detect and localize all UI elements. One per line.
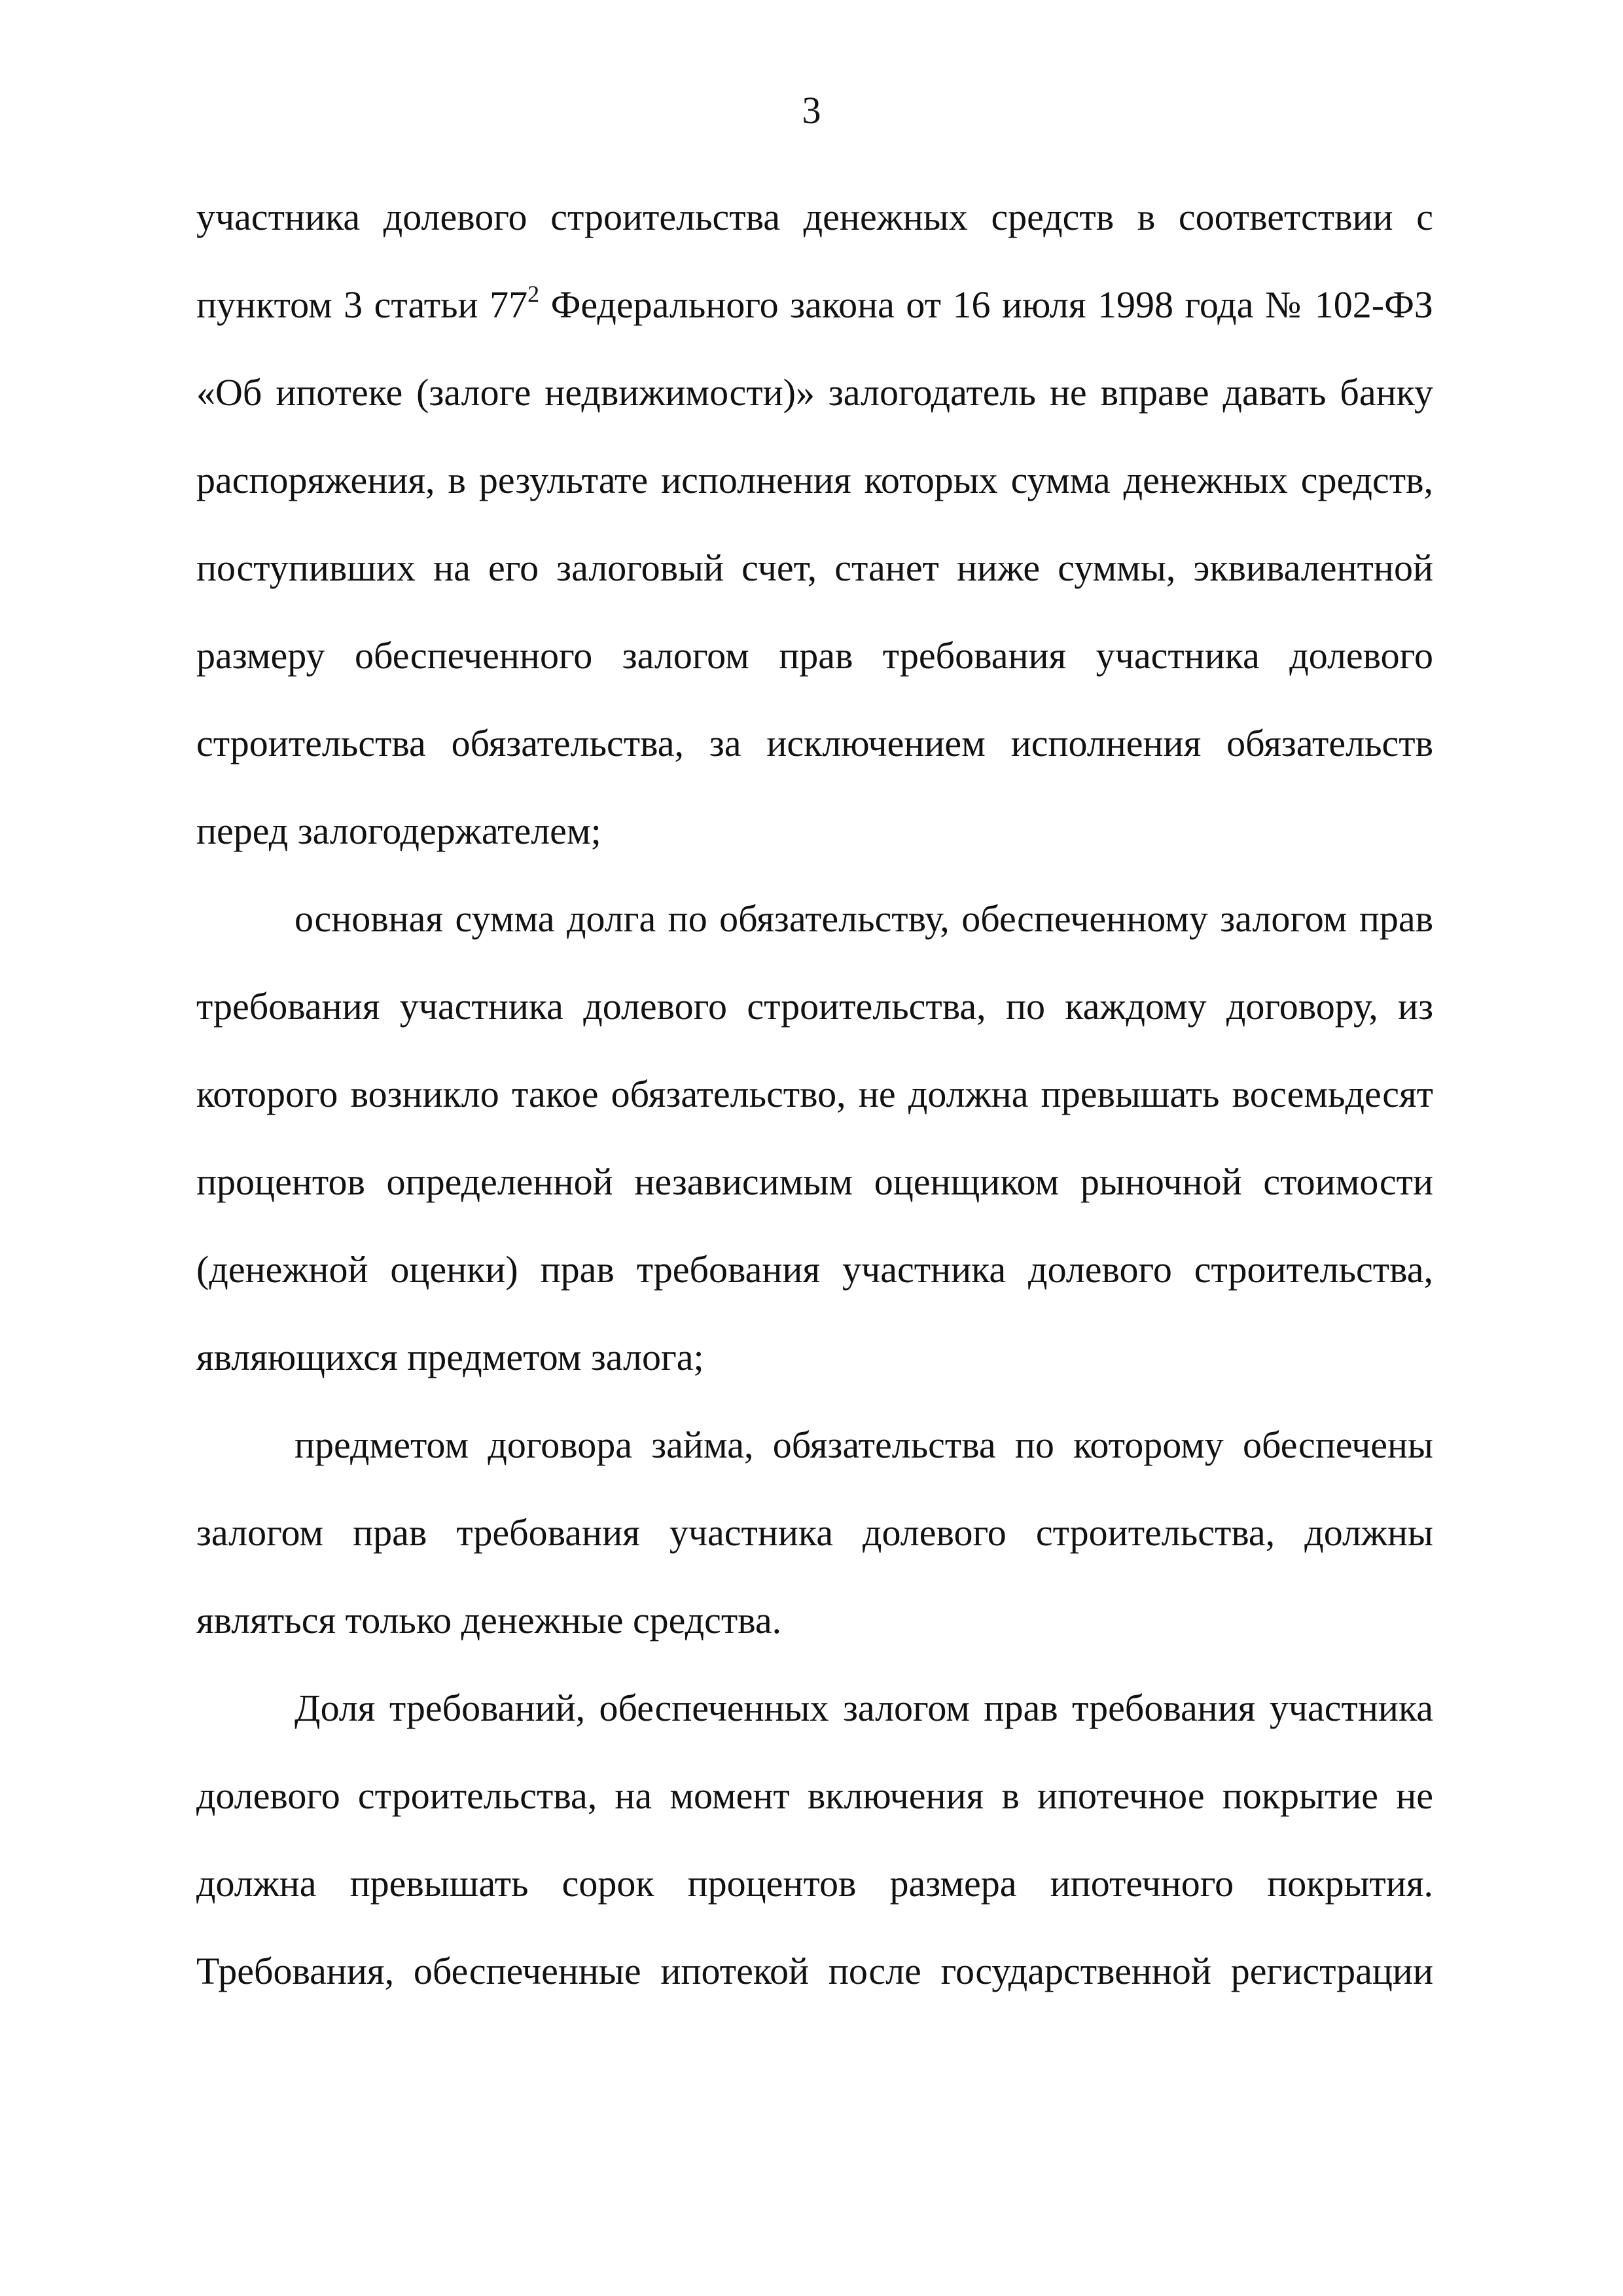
document-body (196, 173, 1433, 2015)
text-line: Доля требований, обеспеченных залогом прав требования участника (294, 1687, 1433, 1729)
paragraph (196, 173, 1433, 875)
text-line: являющихся предметом залога; (196, 1336, 704, 1378)
text-line: распоряжения, в результате исполнения которых сумма денежных средств, (196, 459, 1433, 501)
text-line: участника долевого строительства денежных средств в соответствии с (196, 196, 1433, 238)
text-line: строительства обязательства, за исключением исполнения обязательств (196, 722, 1433, 764)
text-line: требования участника долевого строительства, по каждому договору, из (196, 985, 1433, 1028)
text-line: процентов определенной независимым оценщиком рыночной стоимости (196, 1160, 1433, 1203)
text-line: залогом прав требования участника долевого строительства, должны (196, 1511, 1433, 1554)
text-line: (денежной оценки) прав требования участника долевого строительства, (196, 1248, 1433, 1291)
paragraph (196, 875, 1433, 1401)
text-line (196, 261, 1433, 349)
text-line: поступивших на его залоговый счет, станет ниже суммы, эквивалентной (196, 547, 1433, 589)
page-number: 3 (802, 89, 821, 132)
text-line: Требования, обеспеченные ипотекой после государственной регистрации (196, 1950, 1433, 1992)
paragraph (196, 1401, 1433, 1664)
text-line: перед залогодержателем; (196, 810, 601, 852)
paragraph (196, 1664, 1433, 2015)
text-line: являться только денежные средства. (196, 1599, 782, 1641)
text-line: долевого строительства, на момент включения в ипотечное покрытие не (196, 1774, 1433, 1817)
text-line: которого возникло такое обязательство, не должна превышать восемьдесят (196, 1073, 1433, 1115)
text-segment: пунктом 3 статьи 77 (196, 283, 528, 326)
text-line: размеру обеспеченного залогом прав требования участника долевого (196, 634, 1433, 677)
text-line: должна превышать сорок процентов размера ипотечного покрытия. (196, 1862, 1433, 1905)
text-segment: Федерального закона от 16 июля 1998 года № 102-ФЗ (539, 283, 1433, 326)
text-line: «Об ипотеке (залоге недвижимости)» залогодатель не вправе давать банку (196, 371, 1433, 414)
superscript: 2 (527, 281, 540, 307)
text-line: основная сумма долга по обязательству, обеспеченному залогом прав (294, 897, 1433, 940)
text-line: предметом договора займа, обязательства по которому обеспечены (294, 1424, 1433, 1466)
